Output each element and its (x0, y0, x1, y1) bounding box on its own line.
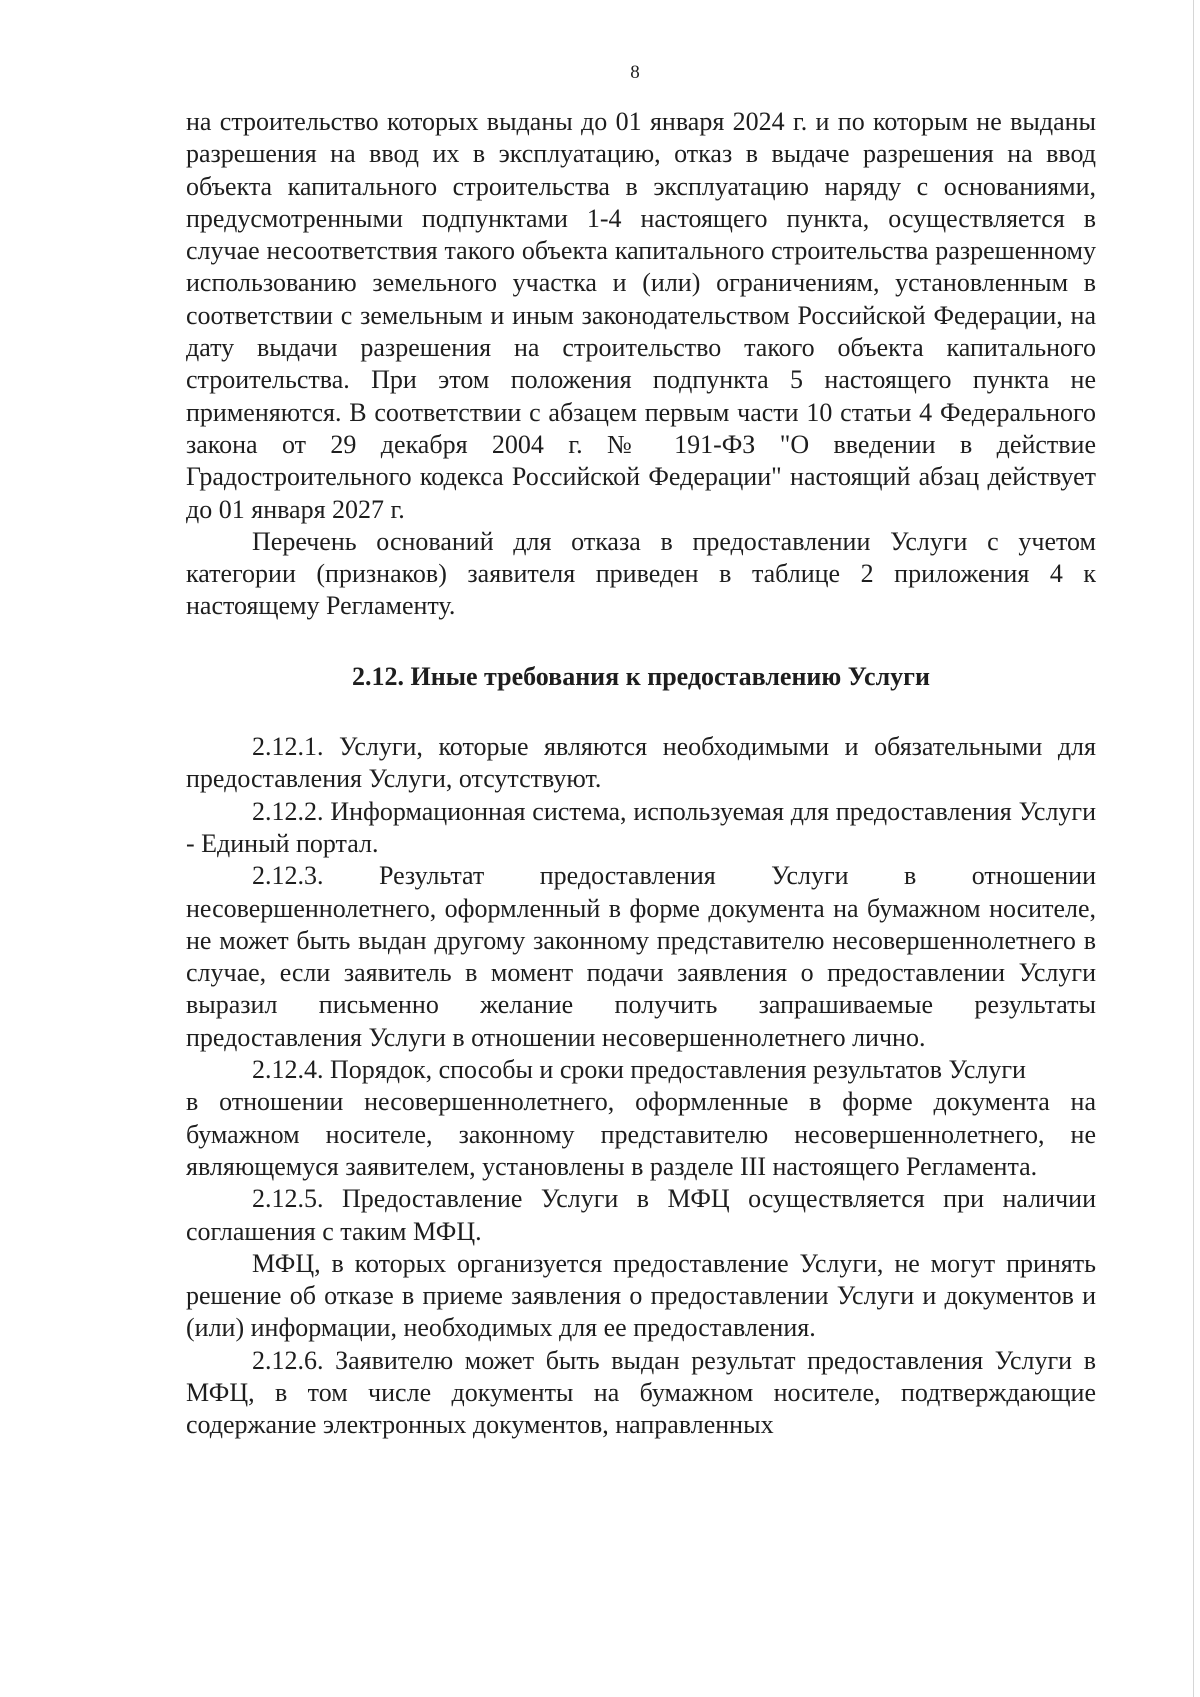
paragraph: 2.12.6. Заявителю может быть выдан результат предоставления Услуги в МФЦ, в том числе документы на бумажном носителе, подтверждающие содержание электронных документов, направленных (186, 1345, 1096, 1440)
paragraph: 2.12.3. Результат предоставления Услуги в отношении несовершеннолетнего, оформленный в форме документа на бумажном носителе, не может быть выдан другому законному представителю несовершеннолетнего в случае, если заявитель в момент подачи заявления о предоставлении Услуги выразил письменно желание получить запрашиваемые результаты предоставления Услуги в отношении несовершеннолетнего лично. (186, 861, 1096, 1052)
paragraph: 2.12.5. Предоставление Услуги в МФЦ осуществляется при наличии соглашения с таким МФЦ. (186, 1184, 1096, 1246)
paragraph: в отношении несовершеннолетнего, оформленные в форме документа на бумажном носителе, законному представителю несовершеннолетнего, не являющемуся заявителем, установлены в разделе III настоящего Регламента. (186, 1087, 1096, 1181)
paragraph-group-top (186, 106, 1096, 623)
paragraph: на строительство которых выданы до 01 января 2024 г. и по которым не выданы разрешения на ввод их в эксплуатацию, отказ в выдаче разрешения на ввод объекта капитального строительства в эксплуатацию наряду с основаниями, предусмотренными подпунктами 1-4 настоящего пункта, осуществляется в случае несоответствия такого объекта капитального строительства разрешенному использованию земельного участка и (или) ограничениям, установленным в соответствии с земельным и иным законодательством Российской Федерации, на дату выдачи разрешения на строительство такого объекта капитального строительства. При этом положения подпункта 5 настоящего пункта не применяются. В соответствии с абзацем первым части 10 статьи 4 Федерального закона от 29 декабря 2004 г. № 191-ФЗ "О введении в действие Градостроительного кодекса Российской Федерации" настоящий абзац действует до 01 января 2027 г. (186, 107, 1096, 524)
paragraph: МФЦ, в которых организуется предоставление Услуги, не могут принять решение об отказе в приеме заявления о предоставлении Услуги и документов и (или) информации, необходимых для ее предоставления. (186, 1248, 1096, 1343)
paragraph: 2.12.4. Порядок, способы и сроки предоставления результатов Услуги (252, 1055, 1026, 1085)
page-number: 8 (630, 62, 640, 83)
section-heading: 2.12. Иные требования к предоставлению Услуги (352, 661, 930, 691)
document-body (186, 106, 1096, 1442)
paragraph: Перечень оснований для отказа в предоставлении Услуги с учетом категории (признаков) заявителя приведен в таблице 2 приложения 4 к настоящему Регламенту. (186, 526, 1096, 621)
paragraph-group-bottom (186, 731, 1096, 1442)
paragraph: 2.12.1. Услуги, которые являются необходимыми и обязательными для предоставления Услуги, отсутствуют. (186, 732, 1096, 794)
paragraph: 2.12.2. Информационная система, используемая для предоставления Услуги - Единый портал. (186, 796, 1096, 858)
scan-edge-line (1193, 0, 1194, 1697)
